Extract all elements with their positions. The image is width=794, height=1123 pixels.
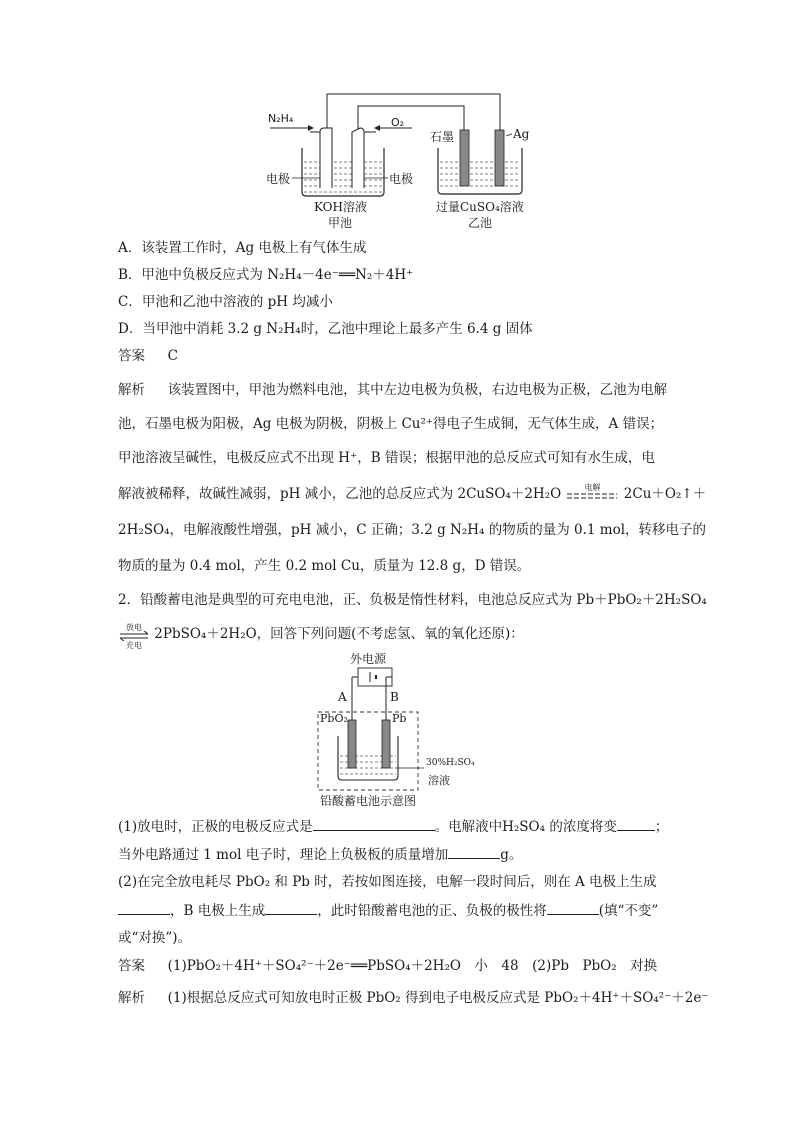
q2-part-2-text-b: ，此时铅酸蓄电池的正、负极的极性将 xyxy=(317,903,547,919)
answer-blank-3[interactable] xyxy=(448,844,500,859)
answer-2-label: 答案 xyxy=(118,958,145,974)
o2-label: O₂ xyxy=(391,116,405,129)
analysis-1-text-4a: 解液被稀释，故碱性减弱，pH 减小，乙池的总反应式为 2CuSO₄＋2H₂O xyxy=(118,486,562,502)
q2-stem-text-2: 2PbSO₄＋2H₂O，回答下列问题(不考虑氢、氧的氧化还原)： xyxy=(154,626,524,642)
analysis-1-line-5: 2H₂SO₄，电解液酸性增强，pH 减小，C 正确；3.2 g N₂H₄ 的物质的量为 0.1 mol，转移电子的 xyxy=(118,522,707,538)
figure-caption: 铅酸蓄电池示意图 xyxy=(320,794,417,808)
answer-blank-5[interactable] xyxy=(265,900,317,915)
charge-label: 充电 xyxy=(126,641,142,650)
discharge-label: 放电 xyxy=(126,623,142,632)
q2-part-2-text-a: ，B 电极上生成 xyxy=(170,903,266,919)
lead-acid-diagram-svg xyxy=(312,650,482,810)
pb-label: Pb xyxy=(392,712,407,725)
acid-label: 30%H₂SO₄ xyxy=(426,758,475,768)
q2-part-1-text-b: 。电解液中H₂SO₄ 的浓度将变 xyxy=(434,819,617,835)
q2-part-1-text-e: g。 xyxy=(500,847,523,863)
q2-part-1-line-1 xyxy=(118,816,668,837)
answer-1-value: C xyxy=(167,348,178,364)
cell-diagram-1 xyxy=(262,90,552,235)
electrolysis-condition xyxy=(565,483,619,506)
q2-stem-line-1: 2．铅酸蓄电池是典型的可充电电池，正、负极是惰性材料，电池总反应式为 Pb＋PbO₂＋2H₂SO₄ xyxy=(118,592,707,608)
terminal-b-label: B xyxy=(390,690,399,704)
q2-part-1-text-c: ； xyxy=(654,819,669,835)
n2h4-label: N₂H₄ xyxy=(268,112,294,125)
option-a: A．该装置工作时，Ag 电极上有气体生成 xyxy=(118,240,367,256)
analysis-1-line-6: 物质的量为 0.4 mol，产生 0.2 mol Cu，质量为 12.8 g，D 错误。 xyxy=(118,558,531,574)
q2-part-1-line-2 xyxy=(118,844,522,865)
cell-jia-label: 甲池 xyxy=(328,216,353,230)
solution-label: 溶液 xyxy=(428,774,450,787)
analysis-1-line-2: 池，石墨电极为阳极，Ag 电极为阴极，阴极上 Cu²⁺得电子生成铜，无气体生成，A 错误； xyxy=(118,416,664,432)
option-b: B．甲池中负极反应式为 N₂H₄－4e⁻══N₂＋4H⁺ xyxy=(118,267,414,283)
electrode-right-label: 电极 xyxy=(389,172,414,186)
answer-blank-4[interactable] xyxy=(118,900,170,915)
q2-part-2-line-2 xyxy=(118,900,658,921)
q2-stem-line-2 xyxy=(118,623,524,650)
option-d: D．当甲池中消耗 3.2 g N₂H₄时，乙池中理论上最多产生 6.4 g 固体 xyxy=(118,321,533,337)
answer-blank-1[interactable] xyxy=(313,816,435,831)
electrode-left-label: 电极 xyxy=(266,172,291,186)
terminal-a-label: A xyxy=(338,690,347,704)
q2-part-2-line-3: 或“对换”)。 xyxy=(118,930,192,946)
q2-part-2-text-c: (填“不变” xyxy=(598,903,659,919)
analysis-1-label: 解析 xyxy=(118,382,145,398)
pbo2-label: PbO₂ xyxy=(320,712,348,725)
graphite-label: 石墨 xyxy=(430,130,455,144)
answer-blank-6[interactable] xyxy=(547,900,599,915)
answer-2-value: (1)PbO₂＋4H⁺＋SO₄²⁻＋2e⁻══PbSO₄＋2H₂O 小 48 (2)Pb PbO₂ 对换 xyxy=(167,958,658,974)
analysis-1-text-1: 该装置图中，甲池为燃料电池，其中左边电极为负极，右边电极为正极，乙池为电解 xyxy=(167,382,668,398)
answer-1-label: 答案 xyxy=(118,348,145,364)
koh-label: KOH溶液 xyxy=(314,200,367,214)
option-c: C．甲池和乙池中溶液的 pH 均减小 xyxy=(118,294,333,310)
analysis-2-label: 解析 xyxy=(118,990,145,1006)
analysis-1-line-3: 甲池溶液呈碱性，电极反应式不出现 H⁺，B 错误；根据甲池的总反应式可知有水生成，电 xyxy=(118,450,655,466)
electrolysis-condition-label: 电解 xyxy=(584,483,601,492)
analysis-2-line-1 xyxy=(118,988,708,1008)
answer-2 xyxy=(118,956,657,976)
q2-part-2-line-1: (2)在完全放电耗尽 PbO₂ 和 Pb 时，若按如图连接，电解一段时间后，则在 A 电极上生成 xyxy=(118,874,657,890)
analysis-1-text-4b: 2Cu＋O₂↑＋ xyxy=(623,486,707,502)
q2-part-1-text-a: (1)放电时，正极的电极反应式是 xyxy=(118,819,313,835)
charge-discharge-condition xyxy=(118,623,150,650)
ag-label: Ag xyxy=(513,127,530,141)
answer-blank-2[interactable] xyxy=(617,816,655,831)
analysis-2-text-1: (1)根据总反应式可知放电时正极 PbO₂ 得到电子电极反应式是 PbO₂＋4H⁺＋SO₄²⁻＋2e⁻ xyxy=(167,990,709,1006)
analysis-1-line-1 xyxy=(118,380,667,400)
power-source-label: 外电源 xyxy=(350,652,387,666)
cell-yi-label: 乙池 xyxy=(468,216,493,230)
cuso4-label: 过量CuSO₄溶液 xyxy=(436,200,524,214)
lead-acid-diagram xyxy=(312,650,482,810)
answer-1 xyxy=(118,346,178,366)
analysis-1-line-4 xyxy=(118,484,706,506)
q2-part-1-text-d: 当外电路通过 1 mol 电子时，理论上负极板的质量增加 xyxy=(118,847,449,863)
